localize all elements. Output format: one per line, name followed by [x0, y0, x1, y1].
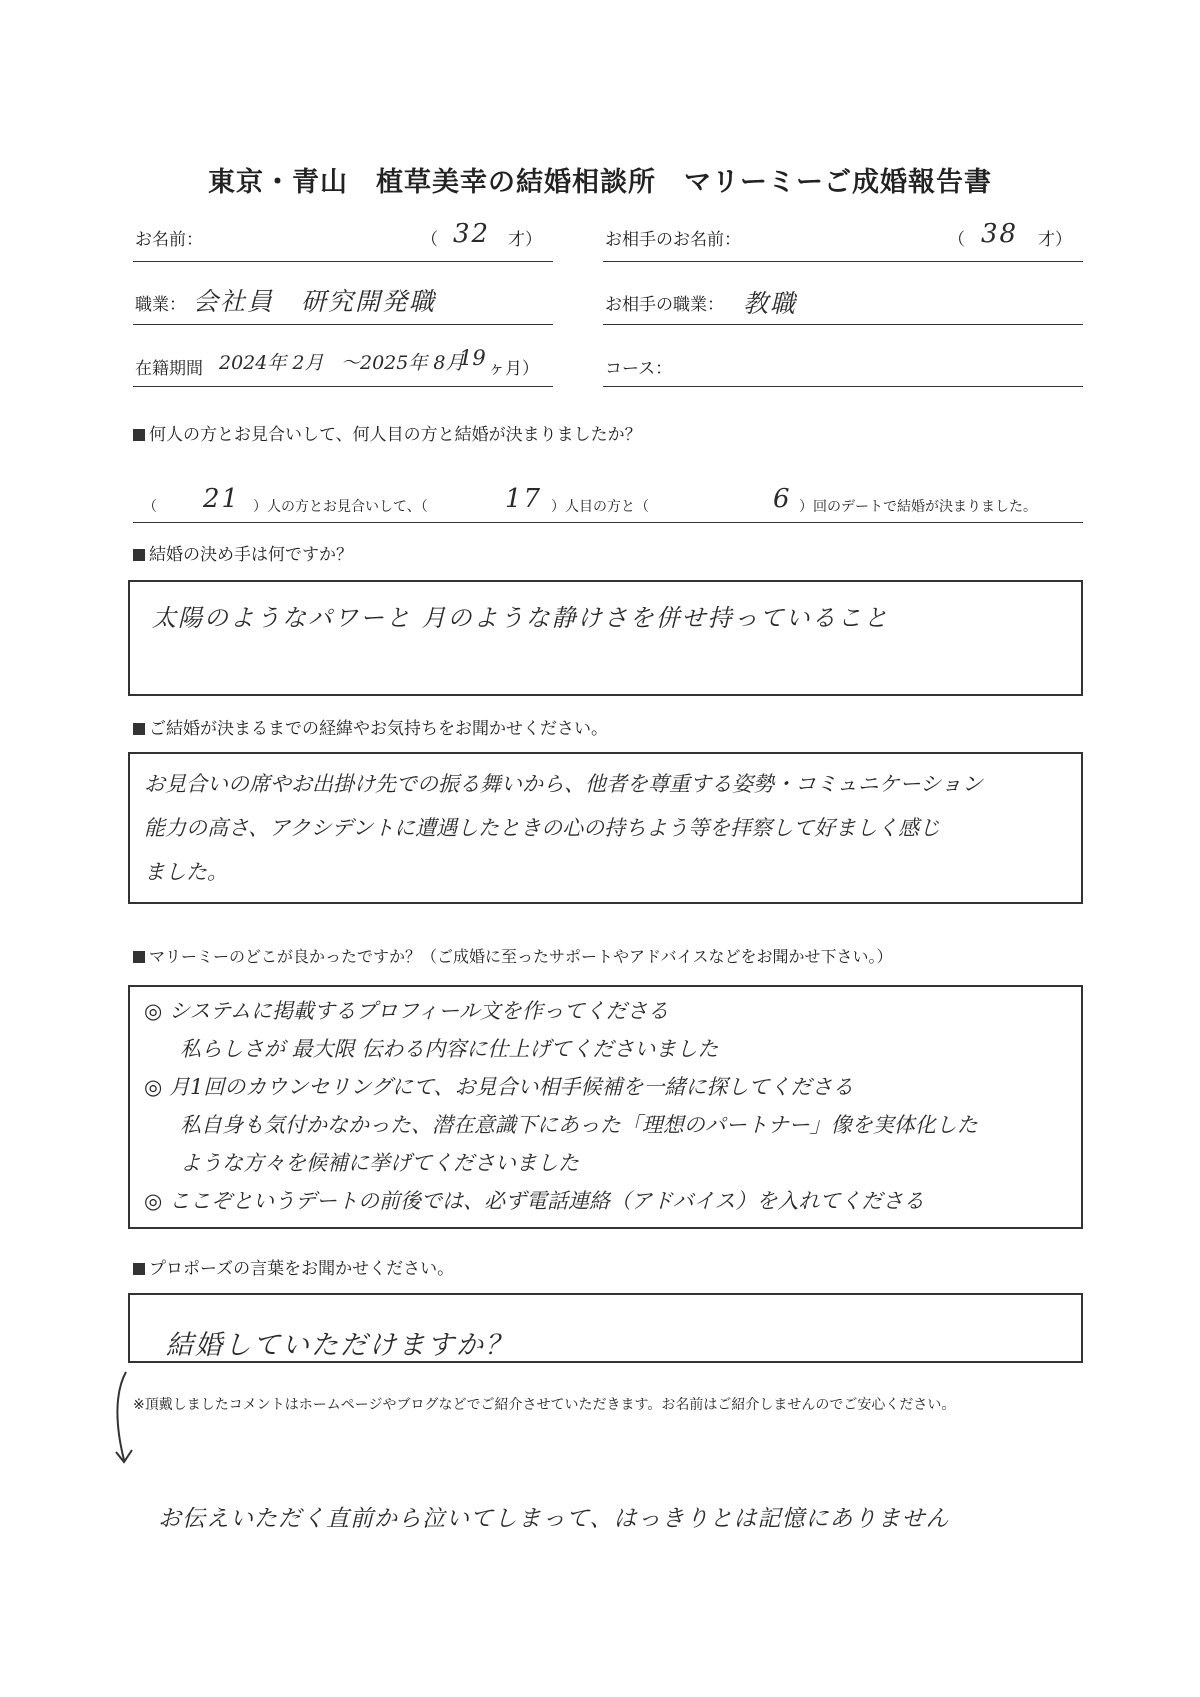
count-text-1: ）人の方とお見合いして、（	[253, 499, 428, 515]
met-count-value: 21	[203, 484, 241, 514]
section-heading-process: ご結婚が決まるまでの経緯やお気持ちをお聞かせください。	[133, 714, 608, 739]
course-label: コース：	[605, 359, 673, 379]
proposal-answer-box	[128, 1293, 1083, 1363]
partner-age-close: 才）	[1038, 230, 1072, 250]
period-label: 在籍期間	[135, 359, 203, 379]
extra-note: お伝えいただく直前から泣いてしまって、はっきりとは記憶にありません	[158, 1506, 950, 1532]
good-line: ◎ ここぞというデートの前後では、必ず電話連絡（アドバイス）を入れてくださる	[144, 1189, 925, 1213]
occupation-field	[133, 278, 553, 325]
section-heading-decisive: 結婚の決め手は何ですか？	[133, 540, 353, 565]
count-text-2: ）人目の方と（	[551, 499, 649, 515]
count-open: （	[143, 499, 157, 515]
good-line: ◎ 月1回のカウンセリングにて、お見合い相手候補を一緒に探してくださる	[144, 1075, 854, 1099]
partner-age-open: （	[948, 230, 965, 250]
partner-name-label: お相手のお名前：	[605, 230, 741, 250]
page-title: 東京・青山 植草美幸の結婚相談所 マリーミーご成婚報告書	[208, 167, 992, 198]
section-heading-good: マリーミーのどこが良かったですか？（ご成婚に至ったサポートやアドバイスなどをお聞かせ下さい。）	[133, 944, 893, 967]
period-months: 19	[459, 346, 486, 370]
footnote: ※頂戴しましたコメントはホームページやブログなどでご紹介させていただきます。お名前はご紹介しませんのでご安心ください。	[133, 1397, 956, 1413]
count-text-3: ）回のデートで結婚が決まりました。	[799, 499, 1037, 515]
proposal-answer: 結婚していただけますか？	[166, 1330, 514, 1361]
process-line: 能力の高さ、アクシデントに遭遇したときの心の持ちよう等を拝察して好ましく感じ	[144, 816, 941, 840]
period-start: 2024年 2月	[219, 352, 324, 374]
decisive-answer-box	[128, 580, 1083, 696]
good-line: 私らしさが 最大限 伝わる内容に仕上げてくださいました	[180, 1037, 719, 1061]
partner-age-value: 38	[981, 219, 1019, 249]
age-close: 才）	[508, 230, 542, 250]
partner-occupation-label: お相手の職業：	[605, 295, 724, 315]
occupation-label: 職業：	[135, 295, 186, 315]
date-count-value: 6	[773, 484, 792, 514]
section-heading-proposal: プロポーズの言葉をお聞かせください。	[133, 1254, 454, 1279]
good-line: ような方々を候補に挙げてくださいました	[180, 1151, 579, 1175]
handwritten-arrow-icon	[112, 1370, 152, 1470]
section-heading-count: 何人の方とお見合いして、何人目の方と結婚が決まりましたか？	[133, 420, 642, 445]
course-field	[603, 340, 1083, 387]
occupation-value: 会社員 研究開発職	[193, 287, 437, 316]
process-line: ました。	[144, 860, 228, 884]
age-open: （	[421, 230, 438, 250]
process-answer-box	[128, 752, 1083, 904]
good-line: ◎ システムに掲載するプロフィール文を作ってくださる	[144, 999, 669, 1023]
good-answer-box	[128, 985, 1083, 1229]
age-value: 32	[453, 219, 491, 249]
decisive-answer: 太陽のようなパワーと 月のような静けさを併せ持っていること	[152, 604, 890, 632]
period-end: ～2025年 8月	[341, 352, 465, 374]
process-line: お見合いの席やお出掛け先での振る舞いから、他者を尊重する姿勢・コミュニケーション	[144, 772, 983, 796]
partner-occupation-value: 教職	[743, 289, 798, 318]
name-field	[133, 215, 553, 262]
partner-occupation-field	[603, 278, 1083, 325]
partner-name-field	[603, 215, 1083, 262]
name-label: お名前：	[135, 230, 203, 250]
good-line: 私自身も気付かなかった、潜在意識下にあった「理想のパートナー」像を実体化した	[180, 1113, 978, 1137]
count-answer-line	[133, 480, 1083, 523]
period-months-suffix: ヶ月）	[488, 359, 539, 379]
period-field	[133, 340, 553, 387]
nth-person-value: 17	[505, 484, 543, 514]
